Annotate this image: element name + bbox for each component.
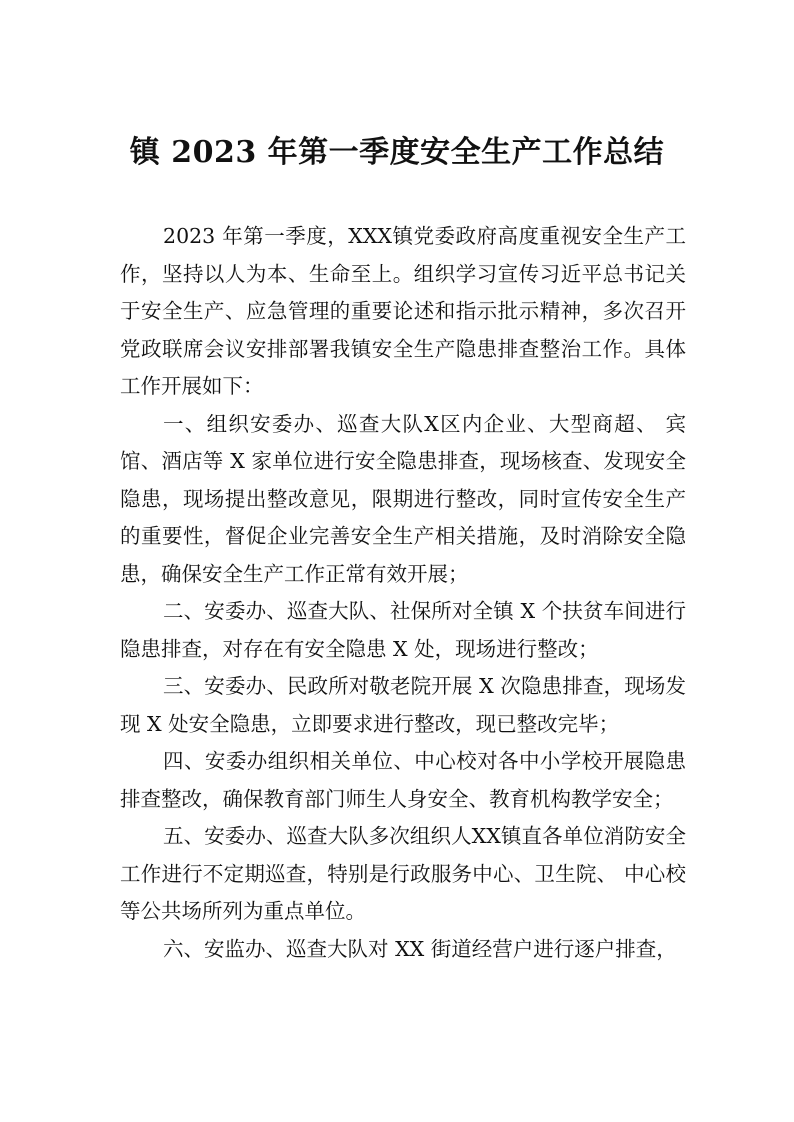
document-title: 镇 2023 年第一季度安全生产工作总结	[129, 135, 665, 170]
item-5-paragraph: 五、安委办、巡查大队多次组织人XX镇直各单位消防安全工作进行不定期巡查，特别是行政服务中心、卫生院、 中心校等公共场所列为重点单位。	[120, 824, 686, 923]
item-4-paragraph: 四、安委办组织相关单位、中心校对各中小学校开展隐患排查整改，确保教育部门师生人身安全、教育机构教学安全；	[120, 749, 686, 811]
intro-paragraph: 2023 年第一季度，XXX镇党委政府高度重视安全生产工作，坚持以人为本、生命至上。组织学习宣传习近平总书记关于安全生产、应急管理的重要论述和指示批示精神，多次召开党政联席会议安排部署我镇安全生产隐患排查整治工作。具体工作开展如下：	[120, 224, 686, 398]
document-body	[120, 218, 686, 968]
item-1-paragraph: 一、组织安委办、巡查大队X区内企业、大型商超、 宾馆、酒店等 X 家单位进行安全隐患排查，现场核查、发现安全隐患，现场提出整改意见，限期进行整改，同时宣传安全生产的重要性，督促企业完善安全生产相关措施，及时消除安全隐患，确保安全生产工作正常有效开展；	[120, 411, 686, 586]
item-6-paragraph: 六、安监办、巡查大队对 XX 街道经营户进行逐户排查，	[163, 936, 677, 961]
item-3-paragraph: 三、安委办、民政所对敬老院开展 X 次隐患排查，现场发现 X 处安全隐患，立即要求进行整改，现已整改完毕；	[120, 674, 686, 736]
item-2-paragraph: 二、安委办、巡查大队、社保所对全镇 X 个扶贫车间进行隐患排查，对存在有安全隐患 X 处，现场进行整改；	[120, 599, 686, 661]
